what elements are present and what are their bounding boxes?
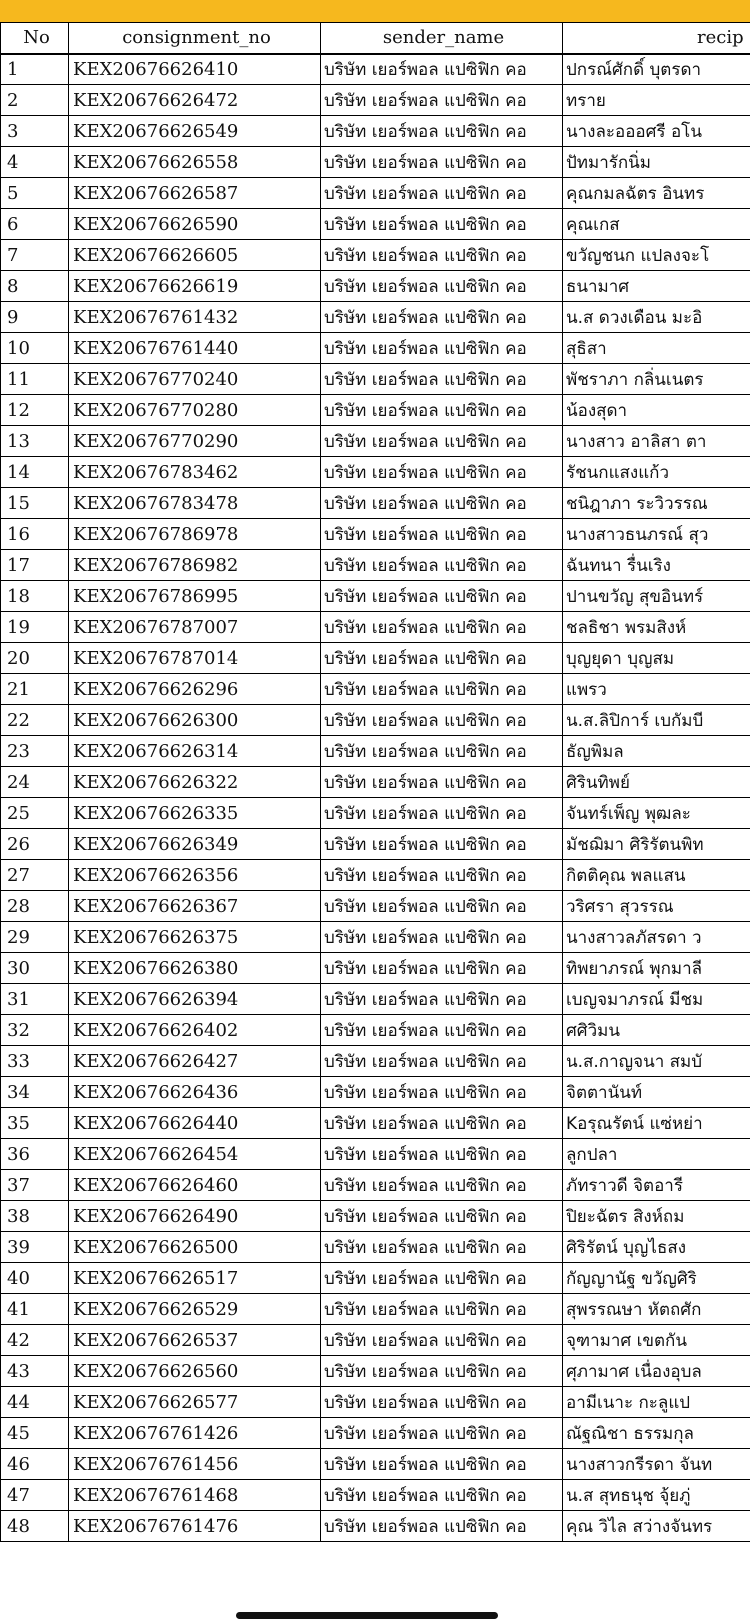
cell-no[interactable]: 15 [1, 488, 69, 519]
cell-recipient[interactable]: จันทร์เพ็ญ พุฒละ [563, 798, 750, 829]
table-row [1, 1201, 750, 1232]
table-row [1, 85, 750, 116]
cell-consignment-no[interactable]: KEX20676626367 [69, 891, 321, 922]
cell-sender-name[interactable]: บริษัท เยอร์พอล แปซิฟิก คอ [321, 767, 563, 798]
cell-sender-name[interactable]: บริษัท เยอร์พอล แปซิฟิก คอ [321, 581, 563, 612]
table-row [1, 674, 750, 705]
cell-recipient[interactable]: ปัทมารักนิ่ม [563, 147, 750, 178]
header-recipient[interactable]: recip [563, 23, 750, 54]
table-row [1, 1015, 750, 1046]
table-row [1, 457, 750, 488]
header-row [1, 23, 750, 54]
cell-no[interactable]: 35 [1, 1108, 69, 1139]
cell-recipient[interactable]: คุณกมลฉัตร อินทร [563, 178, 750, 209]
cell-sender-name[interactable]: บริษัท เยอร์พอล แปซิฟิก คอ [321, 1480, 563, 1511]
cell-sender-name[interactable]: บริษัท เยอร์พอล แปซิฟิก คอ [321, 302, 563, 333]
cell-recipient[interactable]: ณัฐณิชา ธรรมกุล [563, 1418, 750, 1449]
cell-sender-name[interactable]: บริษัท เยอร์พอล แปซิฟิก คอ [321, 1046, 563, 1077]
cell-no[interactable]: 28 [1, 891, 69, 922]
cell-recipient[interactable]: ทิพยาภรณ์ พุกมาลี [563, 953, 750, 984]
table-row [1, 612, 750, 643]
cell-recipient[interactable]: ปานขวัญ สุขอินทร์ [563, 581, 750, 612]
cell-no[interactable]: 22 [1, 705, 69, 736]
table-row [1, 240, 750, 271]
cell-sender-name[interactable]: บริษัท เยอร์พอล แปซิฟิก คอ [321, 395, 563, 426]
cell-consignment-no[interactable]: KEX20676626577 [69, 1387, 321, 1418]
cell-consignment-no[interactable]: KEX20676626440 [69, 1108, 321, 1139]
table-row [1, 1511, 750, 1542]
cell-recipient[interactable]: ธัญพิมล [563, 736, 750, 767]
cell-recipient[interactable]: จุฑามาศ เขตกัน [563, 1325, 750, 1356]
table-row [1, 1480, 750, 1511]
table-row [1, 581, 750, 612]
cell-sender-name[interactable]: บริษัท เยอร์พอล แปซิฟิก คอ [321, 953, 563, 984]
table-row [1, 1294, 750, 1325]
cell-recipient[interactable]: มัชฌิมา ศิริรัตนพิท [563, 829, 750, 860]
cell-consignment-no[interactable]: KEX20676770290 [69, 426, 321, 457]
cell-sender-name[interactable]: บริษัท เยอร์พอล แปซิฟิก คอ [321, 1139, 563, 1170]
table-row [1, 364, 750, 395]
header-consignment-no[interactable]: consignment_no [69, 23, 321, 54]
cell-sender-name[interactable]: บริษัท เยอร์พอล แปซิฟิก คอ [321, 550, 563, 581]
table-row [1, 488, 750, 519]
cell-recipient[interactable]: ศศิวิมน [563, 1015, 750, 1046]
table-row [1, 767, 750, 798]
cell-sender-name[interactable]: บริษัท เยอร์พอล แปซิฟิก คอ [321, 984, 563, 1015]
cell-sender-name[interactable]: บริษัท เยอร์พอล แปซิฟิก คอ [321, 147, 563, 178]
cell-no[interactable]: 7 [1, 240, 69, 271]
table-row [1, 1449, 750, 1480]
cell-consignment-no[interactable]: KEX20676761476 [69, 1511, 321, 1542]
table-row [1, 1325, 750, 1356]
cell-consignment-no[interactable]: KEX20676626380 [69, 953, 321, 984]
cell-sender-name[interactable]: บริษัท เยอร์พอล แปซิฟิก คอ [321, 1015, 563, 1046]
cell-no[interactable]: 10 [1, 333, 69, 364]
cell-recipient[interactable]: กัญญานัฐ ขวัญศิริ [563, 1263, 750, 1294]
table-row [1, 1418, 750, 1449]
cell-recipient[interactable]: ปิยะฉัตร สิงห์ถม [563, 1201, 750, 1232]
cell-no[interactable]: 32 [1, 1015, 69, 1046]
cell-consignment-no[interactable]: KEX20676626394 [69, 984, 321, 1015]
cell-sender-name[interactable]: บริษัท เยอร์พอล แปซิฟิก คอ [321, 519, 563, 550]
cell-recipient[interactable]: Kอรุณรัตน์ แซ่หย่า [563, 1108, 750, 1139]
cell-recipient[interactable]: นางสาวลภัสรดา ว [563, 922, 750, 953]
cell-recipient[interactable]: ธนามาศ [563, 271, 750, 302]
cell-sender-name[interactable]: บริษัท เยอร์พอล แปซิฟิก คอ [321, 364, 563, 395]
cell-consignment-no[interactable]: KEX20676626335 [69, 798, 321, 829]
cell-no[interactable]: 36 [1, 1139, 69, 1170]
table-row [1, 1232, 750, 1263]
cell-sender-name[interactable]: บริษัท เยอร์พอล แปซิฟิก คอ [321, 829, 563, 860]
table-body [1, 54, 750, 1542]
cell-consignment-no[interactable]: KEX20676787007 [69, 612, 321, 643]
table-row [1, 178, 750, 209]
cell-no[interactable]: 41 [1, 1294, 69, 1325]
cell-recipient[interactable]: สุพรรณษา หัตถศัก [563, 1294, 750, 1325]
cell-no[interactable]: 44 [1, 1387, 69, 1418]
table-row [1, 953, 750, 984]
cell-sender-name[interactable]: บริษัท เยอร์พอล แปซิฟิก คอ [321, 1263, 563, 1294]
cell-recipient[interactable]: กิตติคุณ พลแสน [563, 860, 750, 891]
top-status-bar [0, 0, 750, 22]
cell-sender-name[interactable]: บริษัท เยอร์พอล แปซิฟิก คอ [321, 1201, 563, 1232]
cell-sender-name[interactable]: บริษัท เยอร์พอล แปซิฟิก คอ [321, 271, 563, 302]
consignment-table [0, 22, 750, 1542]
table-row [1, 550, 750, 581]
cell-no[interactable]: 47 [1, 1480, 69, 1511]
cell-consignment-no[interactable]: KEX20676626410 [69, 54, 321, 85]
table-row [1, 643, 750, 674]
cell-consignment-no[interactable]: KEX20676786995 [69, 581, 321, 612]
cell-consignment-no[interactable]: KEX20676787014 [69, 643, 321, 674]
cell-no[interactable]: 37 [1, 1170, 69, 1201]
cell-recipient[interactable]: นางสาวธนภรณ์ สุว [563, 519, 750, 550]
cell-recipient[interactable]: ทราย [563, 85, 750, 116]
cell-recipient[interactable]: ชลธิชา พรมสิงห์ [563, 612, 750, 643]
cell-no[interactable]: 21 [1, 674, 69, 705]
cell-sender-name[interactable]: บริษัท เยอร์พอล แปซิฟิก คอ [321, 54, 563, 85]
cell-consignment-no[interactable]: KEX20676770240 [69, 364, 321, 395]
cell-sender-name[interactable]: บริษัท เยอร์พอล แปซิฟิก คอ [321, 426, 563, 457]
cell-no[interactable]: 3 [1, 116, 69, 147]
cell-recipient[interactable]: น.ส ดวงเดือน มะอิ [563, 302, 750, 333]
cell-recipient[interactable]: นางสาวกรีรดา จันท [563, 1449, 750, 1480]
table-row [1, 1170, 750, 1201]
cell-sender-name[interactable]: บริษัท เยอร์พอล แปซิฟิก คอ [321, 1108, 563, 1139]
cell-consignment-no[interactable]: KEX20676626549 [69, 116, 321, 147]
cell-sender-name[interactable]: บริษัท เยอร์พอล แปซิฟิก คอ [321, 333, 563, 364]
cell-consignment-no[interactable]: KEX20676626619 [69, 271, 321, 302]
cell-sender-name[interactable]: บริษัท เยอร์พอล แปซิฟิก คอ [321, 1418, 563, 1449]
table-row [1, 798, 750, 829]
cell-no[interactable]: 5 [1, 178, 69, 209]
cell-no[interactable]: 45 [1, 1418, 69, 1449]
cell-recipient[interactable]: เบญจมาภรณ์ มีชม [563, 984, 750, 1015]
cell-recipient[interactable]: สุธิสา [563, 333, 750, 364]
cell-recipient[interactable]: ชนิฎาภา ระวิวรรณ [563, 488, 750, 519]
cell-consignment-no[interactable]: KEX20676761468 [69, 1480, 321, 1511]
table-row [1, 1263, 750, 1294]
cell-consignment-no[interactable]: KEX20676783462 [69, 457, 321, 488]
cell-no[interactable]: 1 [1, 54, 69, 85]
cell-no[interactable]: 34 [1, 1077, 69, 1108]
table-row [1, 1108, 750, 1139]
cell-recipient[interactable]: น้องสุดา [563, 395, 750, 426]
cell-sender-name[interactable]: บริษัท เยอร์พอล แปซิฟิก คอ [321, 643, 563, 674]
cell-sender-name[interactable]: บริษัท เยอร์พอล แปซิฟิก คอ [321, 488, 563, 519]
table-row [1, 54, 750, 85]
cell-sender-name[interactable]: บริษัท เยอร์พอล แปซิฟิก คอ [321, 922, 563, 953]
cell-no[interactable]: 4 [1, 147, 69, 178]
cell-sender-name[interactable]: บริษัท เยอร์พอล แปซิฟิก คอ [321, 240, 563, 271]
table-row [1, 891, 750, 922]
cell-sender-name[interactable]: บริษัท เยอร์พอล แปซิฟิก คอ [321, 209, 563, 240]
cell-no[interactable]: 6 [1, 209, 69, 240]
cell-no[interactable]: 33 [1, 1046, 69, 1077]
cell-consignment-no[interactable]: KEX20676626472 [69, 85, 321, 116]
cell-no[interactable]: 9 [1, 302, 69, 333]
cell-recipient[interactable]: นางสาว อาลิสา ตา [563, 426, 750, 457]
cell-consignment-no[interactable]: KEX20676783478 [69, 488, 321, 519]
cell-no[interactable]: 31 [1, 984, 69, 1015]
cell-consignment-no[interactable]: KEX20676626558 [69, 147, 321, 178]
cell-no[interactable]: 14 [1, 457, 69, 488]
table-row [1, 333, 750, 364]
cell-sender-name[interactable]: บริษัท เยอร์พอล แปซิฟิก คอ [321, 457, 563, 488]
cell-recipient[interactable]: ศุภามาศ เนื่องอุบล [563, 1356, 750, 1387]
table-row [1, 860, 750, 891]
cell-recipient[interactable]: น.ส สุทธนุช จุ้ยภู่ [563, 1480, 750, 1511]
cell-sender-name[interactable]: บริษัท เยอร์พอล แปซิฟิก คอ [321, 1449, 563, 1480]
cell-no[interactable]: 29 [1, 922, 69, 953]
cell-sender-name[interactable]: บริษัท เยอร์พอล แปซิฟิก คอ [321, 612, 563, 643]
table-row [1, 1387, 750, 1418]
table-row [1, 395, 750, 426]
table-row [1, 302, 750, 333]
cell-no[interactable]: 30 [1, 953, 69, 984]
cell-consignment-no[interactable]: KEX20676761426 [69, 1418, 321, 1449]
cell-consignment-no[interactable]: KEX20676626460 [69, 1170, 321, 1201]
cell-no[interactable]: 27 [1, 860, 69, 891]
spreadsheet-view[interactable] [0, 22, 750, 1624]
cell-consignment-no[interactable]: KEX20676626587 [69, 178, 321, 209]
cell-consignment-no[interactable]: KEX20676626454 [69, 1139, 321, 1170]
cell-no[interactable]: 8 [1, 271, 69, 302]
cell-recipient[interactable]: ภัทราวดี จิตอารี [563, 1170, 750, 1201]
cell-sender-name[interactable]: บริษัท เยอร์พอล แปซิฟิก คอ [321, 1387, 563, 1418]
header-no[interactable]: No [1, 23, 69, 54]
cell-sender-name[interactable]: บริษัท เยอร์พอล แปซิฟิก คอ [321, 674, 563, 705]
cell-consignment-no[interactable]: KEX20676626296 [69, 674, 321, 705]
cell-recipient[interactable]: ศิรินทิพย์ [563, 767, 750, 798]
cell-recipient[interactable]: บุญยุดา บุญสม [563, 643, 750, 674]
table-row [1, 736, 750, 767]
cell-no[interactable]: 43 [1, 1356, 69, 1387]
cell-no[interactable]: 24 [1, 767, 69, 798]
cell-recipient[interactable]: ขวัญชนก แปลงจะโ [563, 240, 750, 271]
cell-consignment-no[interactable]: KEX20676626537 [69, 1325, 321, 1356]
cell-no[interactable]: 12 [1, 395, 69, 426]
cell-sender-name[interactable]: บริษัท เยอร์พอล แปซิฟิก คอ [321, 1356, 563, 1387]
table-row [1, 829, 750, 860]
cell-consignment-no[interactable]: KEX20676626356 [69, 860, 321, 891]
cell-no[interactable]: 48 [1, 1511, 69, 1542]
cell-recipient[interactable]: ศิริรัตน์ บุญไธสง [563, 1232, 750, 1263]
cell-consignment-no[interactable]: KEX20676626605 [69, 240, 321, 271]
home-indicator[interactable] [236, 1612, 498, 1619]
cell-no[interactable]: 46 [1, 1449, 69, 1480]
cell-recipient[interactable]: แพรว [563, 674, 750, 705]
cell-recipient[interactable]: นางละอออศรี อโน [563, 116, 750, 147]
cell-sender-name[interactable]: บริษัท เยอร์พอล แปซิฟิก คอ [321, 1294, 563, 1325]
cell-recipient[interactable]: น.ส.กาญจนา สมบั [563, 1046, 750, 1077]
table-row [1, 116, 750, 147]
table-row [1, 1077, 750, 1108]
cell-consignment-no[interactable]: KEX20676626500 [69, 1232, 321, 1263]
table-row [1, 209, 750, 240]
cell-recipient[interactable]: ปกรณ์ศักดิ์ บุตรดา [563, 54, 750, 85]
cell-consignment-no[interactable]: KEX20676761440 [69, 333, 321, 364]
cell-recipient[interactable]: ฉันทนา รื่นเริง [563, 550, 750, 581]
cell-no[interactable]: 25 [1, 798, 69, 829]
cell-sender-name[interactable]: บริษัท เยอร์พอล แปซิฟิก คอ [321, 705, 563, 736]
cell-consignment-no[interactable]: KEX20676786978 [69, 519, 321, 550]
cell-no[interactable]: 23 [1, 736, 69, 767]
cell-no[interactable]: 13 [1, 426, 69, 457]
cell-sender-name[interactable]: บริษัท เยอร์พอล แปซิฟิก คอ [321, 736, 563, 767]
cell-recipient[interactable]: พัชราภา กลิ่นเนตร [563, 364, 750, 395]
cell-consignment-no[interactable]: KEX20676626436 [69, 1077, 321, 1108]
table-row [1, 922, 750, 953]
header-sender-name[interactable]: sender_name [321, 23, 563, 54]
cell-recipient[interactable]: ลูกปลา [563, 1139, 750, 1170]
cell-no[interactable]: 2 [1, 85, 69, 116]
cell-consignment-no[interactable]: KEX20676626517 [69, 1263, 321, 1294]
cell-sender-name[interactable]: บริษัท เยอร์พอล แปซิฟิก คอ [321, 1077, 563, 1108]
cell-consignment-no[interactable]: KEX20676626349 [69, 829, 321, 860]
cell-no[interactable]: 38 [1, 1201, 69, 1232]
table-row [1, 426, 750, 457]
cell-consignment-no[interactable]: KEX20676770280 [69, 395, 321, 426]
cell-consignment-no[interactable]: KEX20676761456 [69, 1449, 321, 1480]
cell-consignment-no[interactable]: KEX20676626590 [69, 209, 321, 240]
cell-recipient[interactable]: วริศรา สุวรรณ [563, 891, 750, 922]
cell-no[interactable]: 17 [1, 550, 69, 581]
table-row [1, 147, 750, 178]
table-row [1, 1139, 750, 1170]
table-row [1, 705, 750, 736]
cell-no[interactable]: 19 [1, 612, 69, 643]
cell-recipient[interactable]: คุณเกส [563, 209, 750, 240]
cell-consignment-no[interactable]: KEX20676761432 [69, 302, 321, 333]
table-row [1, 984, 750, 1015]
cell-sender-name[interactable]: บริษัท เยอร์พอล แปซิฟิก คอ [321, 85, 563, 116]
table-row [1, 271, 750, 302]
table-row [1, 519, 750, 550]
cell-no[interactable]: 39 [1, 1232, 69, 1263]
cell-sender-name[interactable]: บริษัท เยอร์พอล แปซิฟิก คอ [321, 891, 563, 922]
cell-consignment-no[interactable]: KEX20676786982 [69, 550, 321, 581]
cell-consignment-no[interactable]: KEX20676626402 [69, 1015, 321, 1046]
cell-consignment-no[interactable]: KEX20676626560 [69, 1356, 321, 1387]
cell-sender-name[interactable]: บริษัท เยอร์พอล แปซิฟิก คอ [321, 1170, 563, 1201]
cell-consignment-no[interactable]: KEX20676626300 [69, 705, 321, 736]
cell-sender-name[interactable]: บริษัท เยอร์พอล แปซิฟิก คอ [321, 1325, 563, 1356]
cell-sender-name[interactable]: บริษัท เยอร์พอล แปซิฟิก คอ [321, 860, 563, 891]
table-row [1, 1046, 750, 1077]
cell-recipient[interactable]: อามีเนาะ กะลูแป [563, 1387, 750, 1418]
cell-sender-name[interactable]: บริษัท เยอร์พอล แปซิฟิก คอ [321, 798, 563, 829]
cell-no[interactable]: 20 [1, 643, 69, 674]
cell-consignment-no[interactable]: KEX20676626427 [69, 1046, 321, 1077]
cell-consignment-no[interactable]: KEX20676626314 [69, 736, 321, 767]
cell-no[interactable]: 42 [1, 1325, 69, 1356]
cell-consignment-no[interactable]: KEX20676626322 [69, 767, 321, 798]
cell-no[interactable]: 40 [1, 1263, 69, 1294]
cell-no[interactable]: 18 [1, 581, 69, 612]
cell-consignment-no[interactable]: KEX20676626490 [69, 1201, 321, 1232]
cell-sender-name[interactable]: บริษัท เยอร์พอล แปซิฟิก คอ [321, 116, 563, 147]
cell-sender-name[interactable]: บริษัท เยอร์พอล แปซิฟิก คอ [321, 1232, 563, 1263]
table-row [1, 1356, 750, 1387]
cell-recipient[interactable]: น.ส.ลิปิการ์ เบกัมบี [563, 705, 750, 736]
cell-sender-name[interactable]: บริษัท เยอร์พอล แปซิฟิก คอ [321, 1511, 563, 1542]
cell-sender-name[interactable]: บริษัท เยอร์พอล แปซิฟิก คอ [321, 178, 563, 209]
cell-recipient[interactable]: รัชนกแสงแก้ว [563, 457, 750, 488]
cell-consignment-no[interactable]: KEX20676626529 [69, 1294, 321, 1325]
cell-no[interactable]: 26 [1, 829, 69, 860]
cell-recipient[interactable]: คุณ วิไล สว่างจันทร [563, 1511, 750, 1542]
cell-consignment-no[interactable]: KEX20676626375 [69, 922, 321, 953]
cell-no[interactable]: 11 [1, 364, 69, 395]
cell-no[interactable]: 16 [1, 519, 69, 550]
cell-recipient[interactable]: จิตตานันท์ [563, 1077, 750, 1108]
